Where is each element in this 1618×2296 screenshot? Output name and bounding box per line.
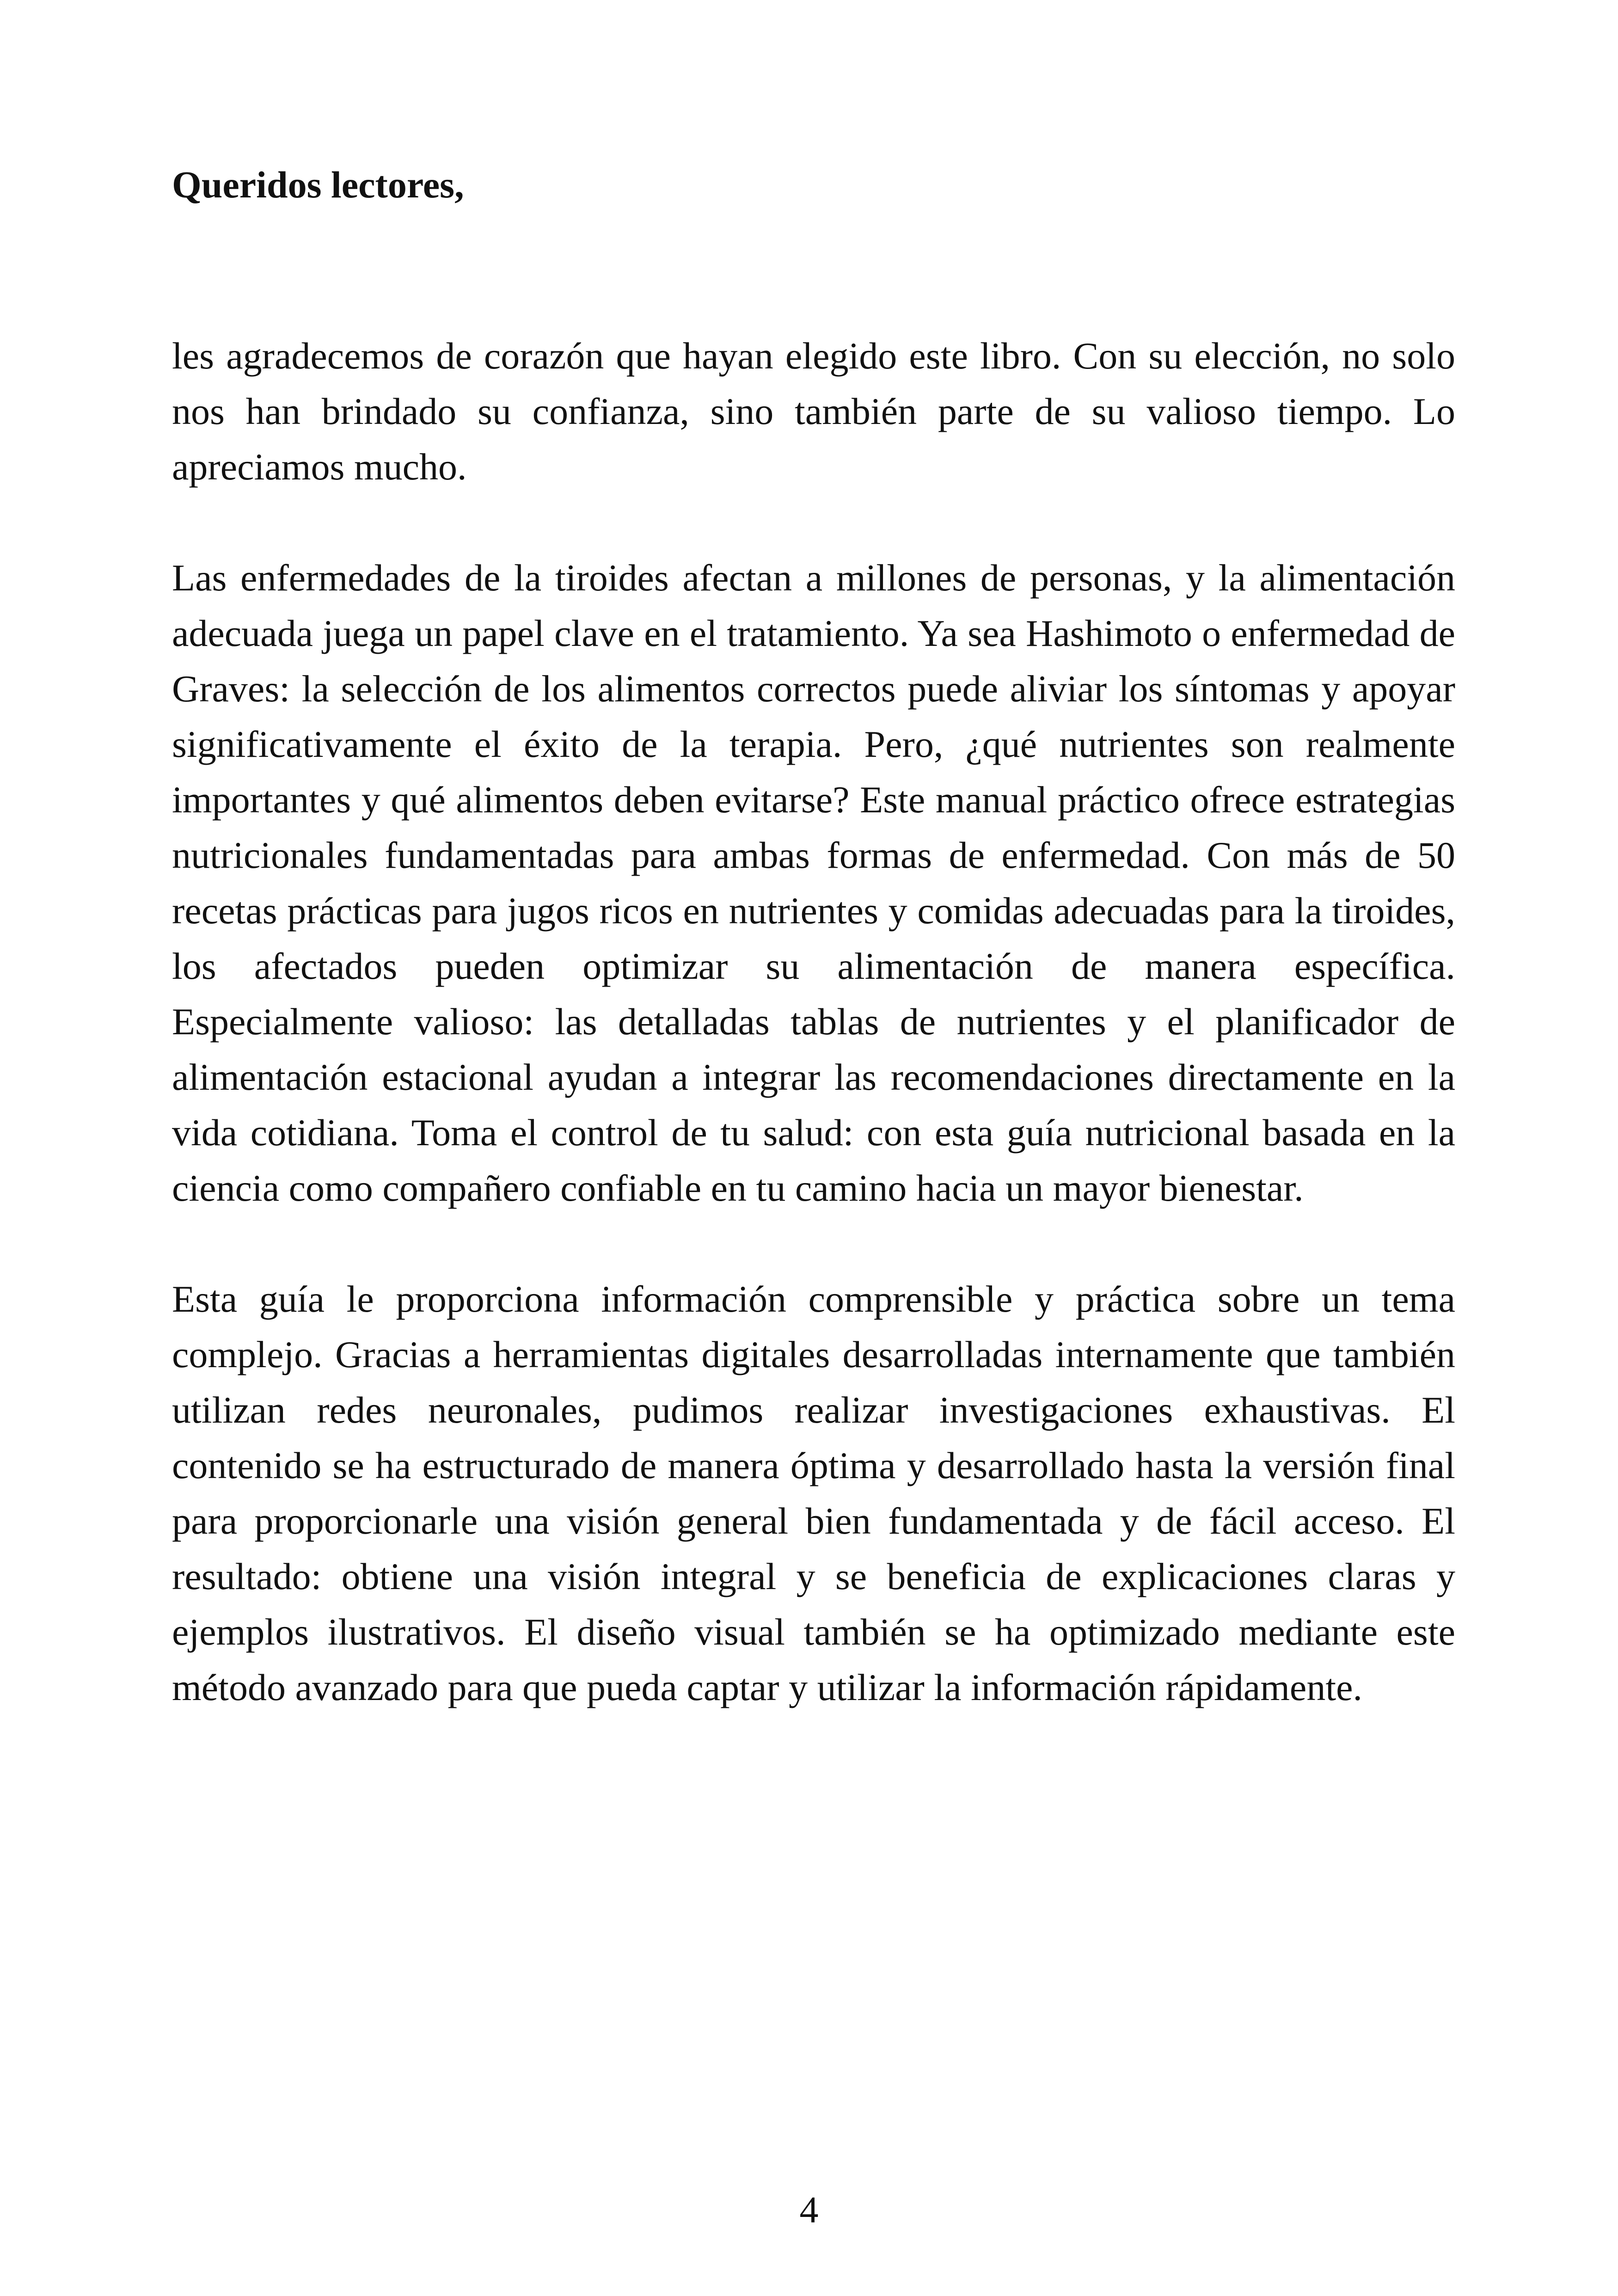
paragraph-thanks: les agradecemos de corazón que hayan elegido este libro. Con su elección, no solo nos han brindado su confianza, sino también parte de su valioso tiempo. Lo apreciamos mucho. xyxy=(172,335,1455,488)
paragraph-guide-method: Esta guía le proporciona información comprensible y práctica sobre un tema complejo. Gracias a herramientas digitales desarrolladas internamente que también utilizan redes neuronales, pudimos realizar investigaciones exhaustivas. El contenido se ha estructurado de manera óptima y desarrollado hasta la versión final para proporcionarle una visión general bien fundamentada y de fácil acceso. El resultado: obtiene una visión integral y se beneficia de explicaciones claras y ejemplos ilustrativos. El diseño visual también se ha optimizado mediante este método avanzado para que pueda captar y utilizar la información rápidamente. xyxy=(172,1278,1455,1708)
paragraph-thyroid-nutrition: Las enfermedades de la tiroides afectan a millones de personas, y la alimentación adecuada juega un papel clave en el tratamiento. Ya sea Hashimoto o enfermedad de Graves: la selección de los alimentos correctos puede aliviar los síntomas y apoyar significativamente el éxito de la terapia. Pero, ¿qué nutrientes son realmente importantes y qué alimentos deben evitarse? Este manual práctico ofrece estrategias nutricionales fundamentadas para ambas formas de enfermedad. Con más de 50 recetas prácticas para jugos ricos en nutrientes y comidas adecuadas para la tiroides, los afectados pueden optimizar su alimentación de manera específica. Especialmente valioso: las detalladas tablas de nutrientes y el planificador de alimentación estacional ayudan a integrar las recomendaciones directamente en la vida cotidiana. Toma el control de tu salud: con esta guía nutricional basada en la ciencia como compañero confiable en tu camino hacia un mayor bienestar. xyxy=(172,557,1455,1209)
salutation-heading: Queridos lectores, xyxy=(172,164,464,206)
page-text-column xyxy=(172,157,1455,1715)
page-number: 4 xyxy=(799,2189,819,2231)
